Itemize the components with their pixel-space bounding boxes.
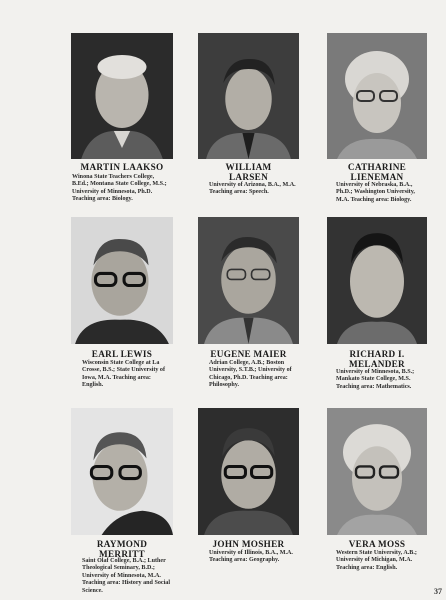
- faculty-name: RICHARD I. MELANDER: [349, 349, 405, 369]
- faculty-name: RAYMOND MERRITT: [96, 539, 148, 559]
- faculty-name: MARTIN LAAKSO: [80, 162, 164, 172]
- faculty-bio: Western State University, A.B.; University of Michigan, M.A. Teaching area: English.: [336, 550, 417, 571]
- portrait-photo: [198, 408, 299, 535]
- faculty-bio: Wisconsin State College at La Crosse, B.S.; State University of Iowa, M.A. Teaching area: English.: [82, 360, 165, 389]
- portrait-photo: [327, 33, 427, 159]
- faculty-name: WILLIAM LARSEN: [225, 162, 272, 182]
- portrait-photo: [327, 408, 427, 535]
- portrait-photo: [327, 217, 427, 344]
- page-number: 37: [434, 587, 442, 596]
- faculty-name: VERA MOSS: [348, 539, 406, 549]
- portrait-photo: [71, 217, 173, 344]
- faculty-bio: Adrian College, A.B.; Boston University, S.T.B.; University of Chicago, Ph.D. Teaching area: Philosophy.: [209, 360, 292, 389]
- portrait-photo: [71, 408, 173, 535]
- faculty-name: CATHARINE LIENEMAN: [347, 162, 407, 182]
- portrait-photo: [71, 33, 173, 159]
- faculty-bio: Winona State Teachers College, B.Ed.; Montana State College, M.S.; University of Minnesota, Ph.D. Teaching area: Biology.: [72, 174, 167, 203]
- faculty-bio: University of Arizona, B.A., M.A. Teaching area: Speech.: [209, 182, 296, 196]
- faculty-bio: University of Nebraska, B.A., Ph.D.; Washington University, M.A. Teaching area: Biology.: [336, 182, 415, 203]
- faculty-name: JOHN MOSHER: [212, 539, 285, 549]
- faculty-name: EUGENE MAIER: [210, 349, 287, 359]
- faculty-bio: University of Illinois, B.A., M.A. Teaching area: Geography.: [209, 550, 293, 564]
- portrait-photo: [198, 217, 299, 344]
- faculty-bio: Saint Olaf College, B.A.; Luther Theological Seminary, B.D.; University of Minnesota, M.A. Teaching area: History and Social Science.: [82, 558, 171, 594]
- faculty-name: EARL LEWIS: [91, 349, 153, 359]
- portrait-photo: [198, 33, 299, 159]
- faculty-bio: University of Minnesota, B.S.; Mankato State College, M.S. Teaching area: Mathematics.: [336, 369, 415, 390]
